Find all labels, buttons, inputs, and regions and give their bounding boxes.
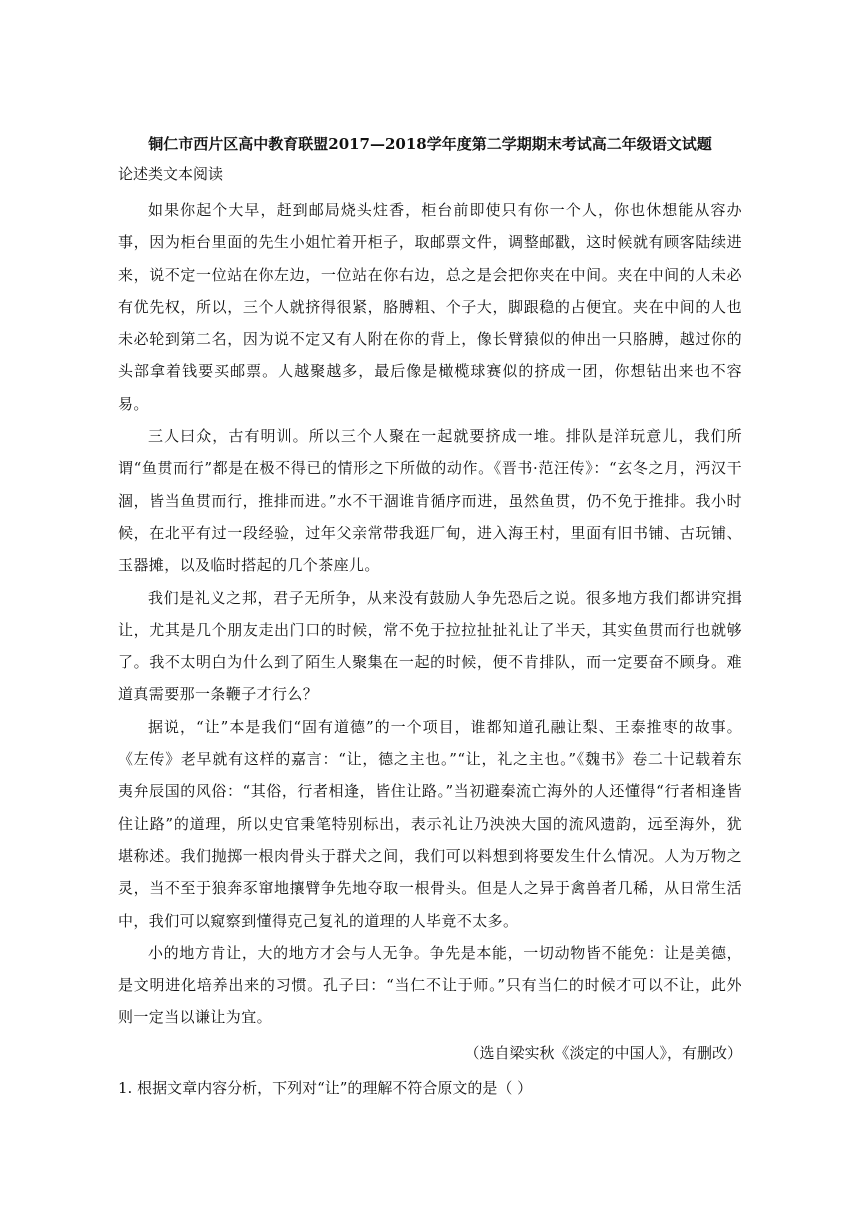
article-paragraph-2: 三人曰众，古有明训。所以三个人聚在一起就要挤成一堆。排队是洋玩意儿，我们所谓“鱼贯而行”都是在极不得已的情形之下所做的动作。《晋书·范汪传》：“玄冬之月，沔汉干涸，皆当鱼贯而行，推排而进。”水不干涸谁肯循序而进，虽然鱼贯，仍不免于推排。我小时候，在北平有过一段经验，过年父亲常带我逛厂甸，进入海王村，里面有旧书铺、古玩铺、玉器摊，以及临时搭起的几个茶座儿。: [118, 427, 742, 575]
article-paragraph-4: 据说，“让”本是我们“固有道德”的一个项目，谁都知道孔融让梨、王泰推枣的故事。《左传》老早就有这样的嘉言：“让，德之主也。”“让，礼之主也。”《魏书》卷二十记载着东夷弁辰国的风俗：“其俗，行者相逢，皆住让路。”当初避秦流亡海外的人还懂得“行者相逢皆住让路”的道理，所以史官秉笔特别标出，表示礼让乃泱泱大国的流风遗韵，远至海外，犹堪称述。我们抛掷一根肉骨头于群犬之间，我们可以料想到将要发生什么情况。人为万物之灵，当不至于狼奔豕窜地攘臂争先地夺取一根骨头。但是人之异于禽兽者几稀，从日常生活中，我们可以窥察到懂得克己复礼的道理的人毕竟不太多。: [118, 717, 742, 930]
article-paragraph-5: 小的地方肯让，大的地方才会与人无争。争先是本能，一切动物皆不能免：让是美德，是文明进化培养出来的习惯。孔子曰：“当仁不让于师。”只有当仁的时候才可以不让，此外则一定当以谦让为宜。: [118, 943, 742, 1027]
article-body: [118, 194, 742, 1034]
exam-title: 铜仁市西片区高中教育联盟2017—2018学年度第二学期期末考试高二年级语文试题: [148, 135, 712, 153]
article-source: （选自梁实秋《淡定的中国人》，有删改）: [464, 1044, 742, 1062]
article-paragraph-3: 我们是礼义之邦，君子无所争，从来没有鼓励人争先恐后之说。很多地方我们都讲究揖让，尤其是几个朋友走出门口的时候，常不免于拉拉扯扯礼让了半天，其实鱼贯而行也就够了。我不太明白为什么到了陌生人聚集在一起的时候，便不肯排队，而一定要奋不顾身。难道真需要那一条鞭子才行么？: [118, 588, 742, 704]
section-heading: 论述类文本阅读: [118, 165, 224, 183]
question-1: 1. 根据文章内容分析，下列对“让”的理解不符合原文的是（ ）: [118, 1079, 533, 1097]
article-paragraph-1: 如果你起个大早，赶到邮局烧头炷香，柜台前即使只有你一个人，你也休想能从容办事，因为柜台里面的先生小姐忙着开柜子，取邮票文件，调整邮戳，这时候就有顾客陆续进来，说不定一位站在你左边，一位站在你右边，总之是会把你夹在中间。夹在中间的人未必有优先权，所以，三个人就挤得很紧，胳膊粗、个子大，脚跟稳的占便宜。夹在中间的人也未必轮到第二名，因为说不定又有人附在你的背上，像长臂猿似的伸出一只胳膊，越过你的头部拿着钱要买邮票。人越聚越多，最后像是橄榄球赛似的挤成一团，你想钻出来也不容易。: [118, 201, 742, 413]
